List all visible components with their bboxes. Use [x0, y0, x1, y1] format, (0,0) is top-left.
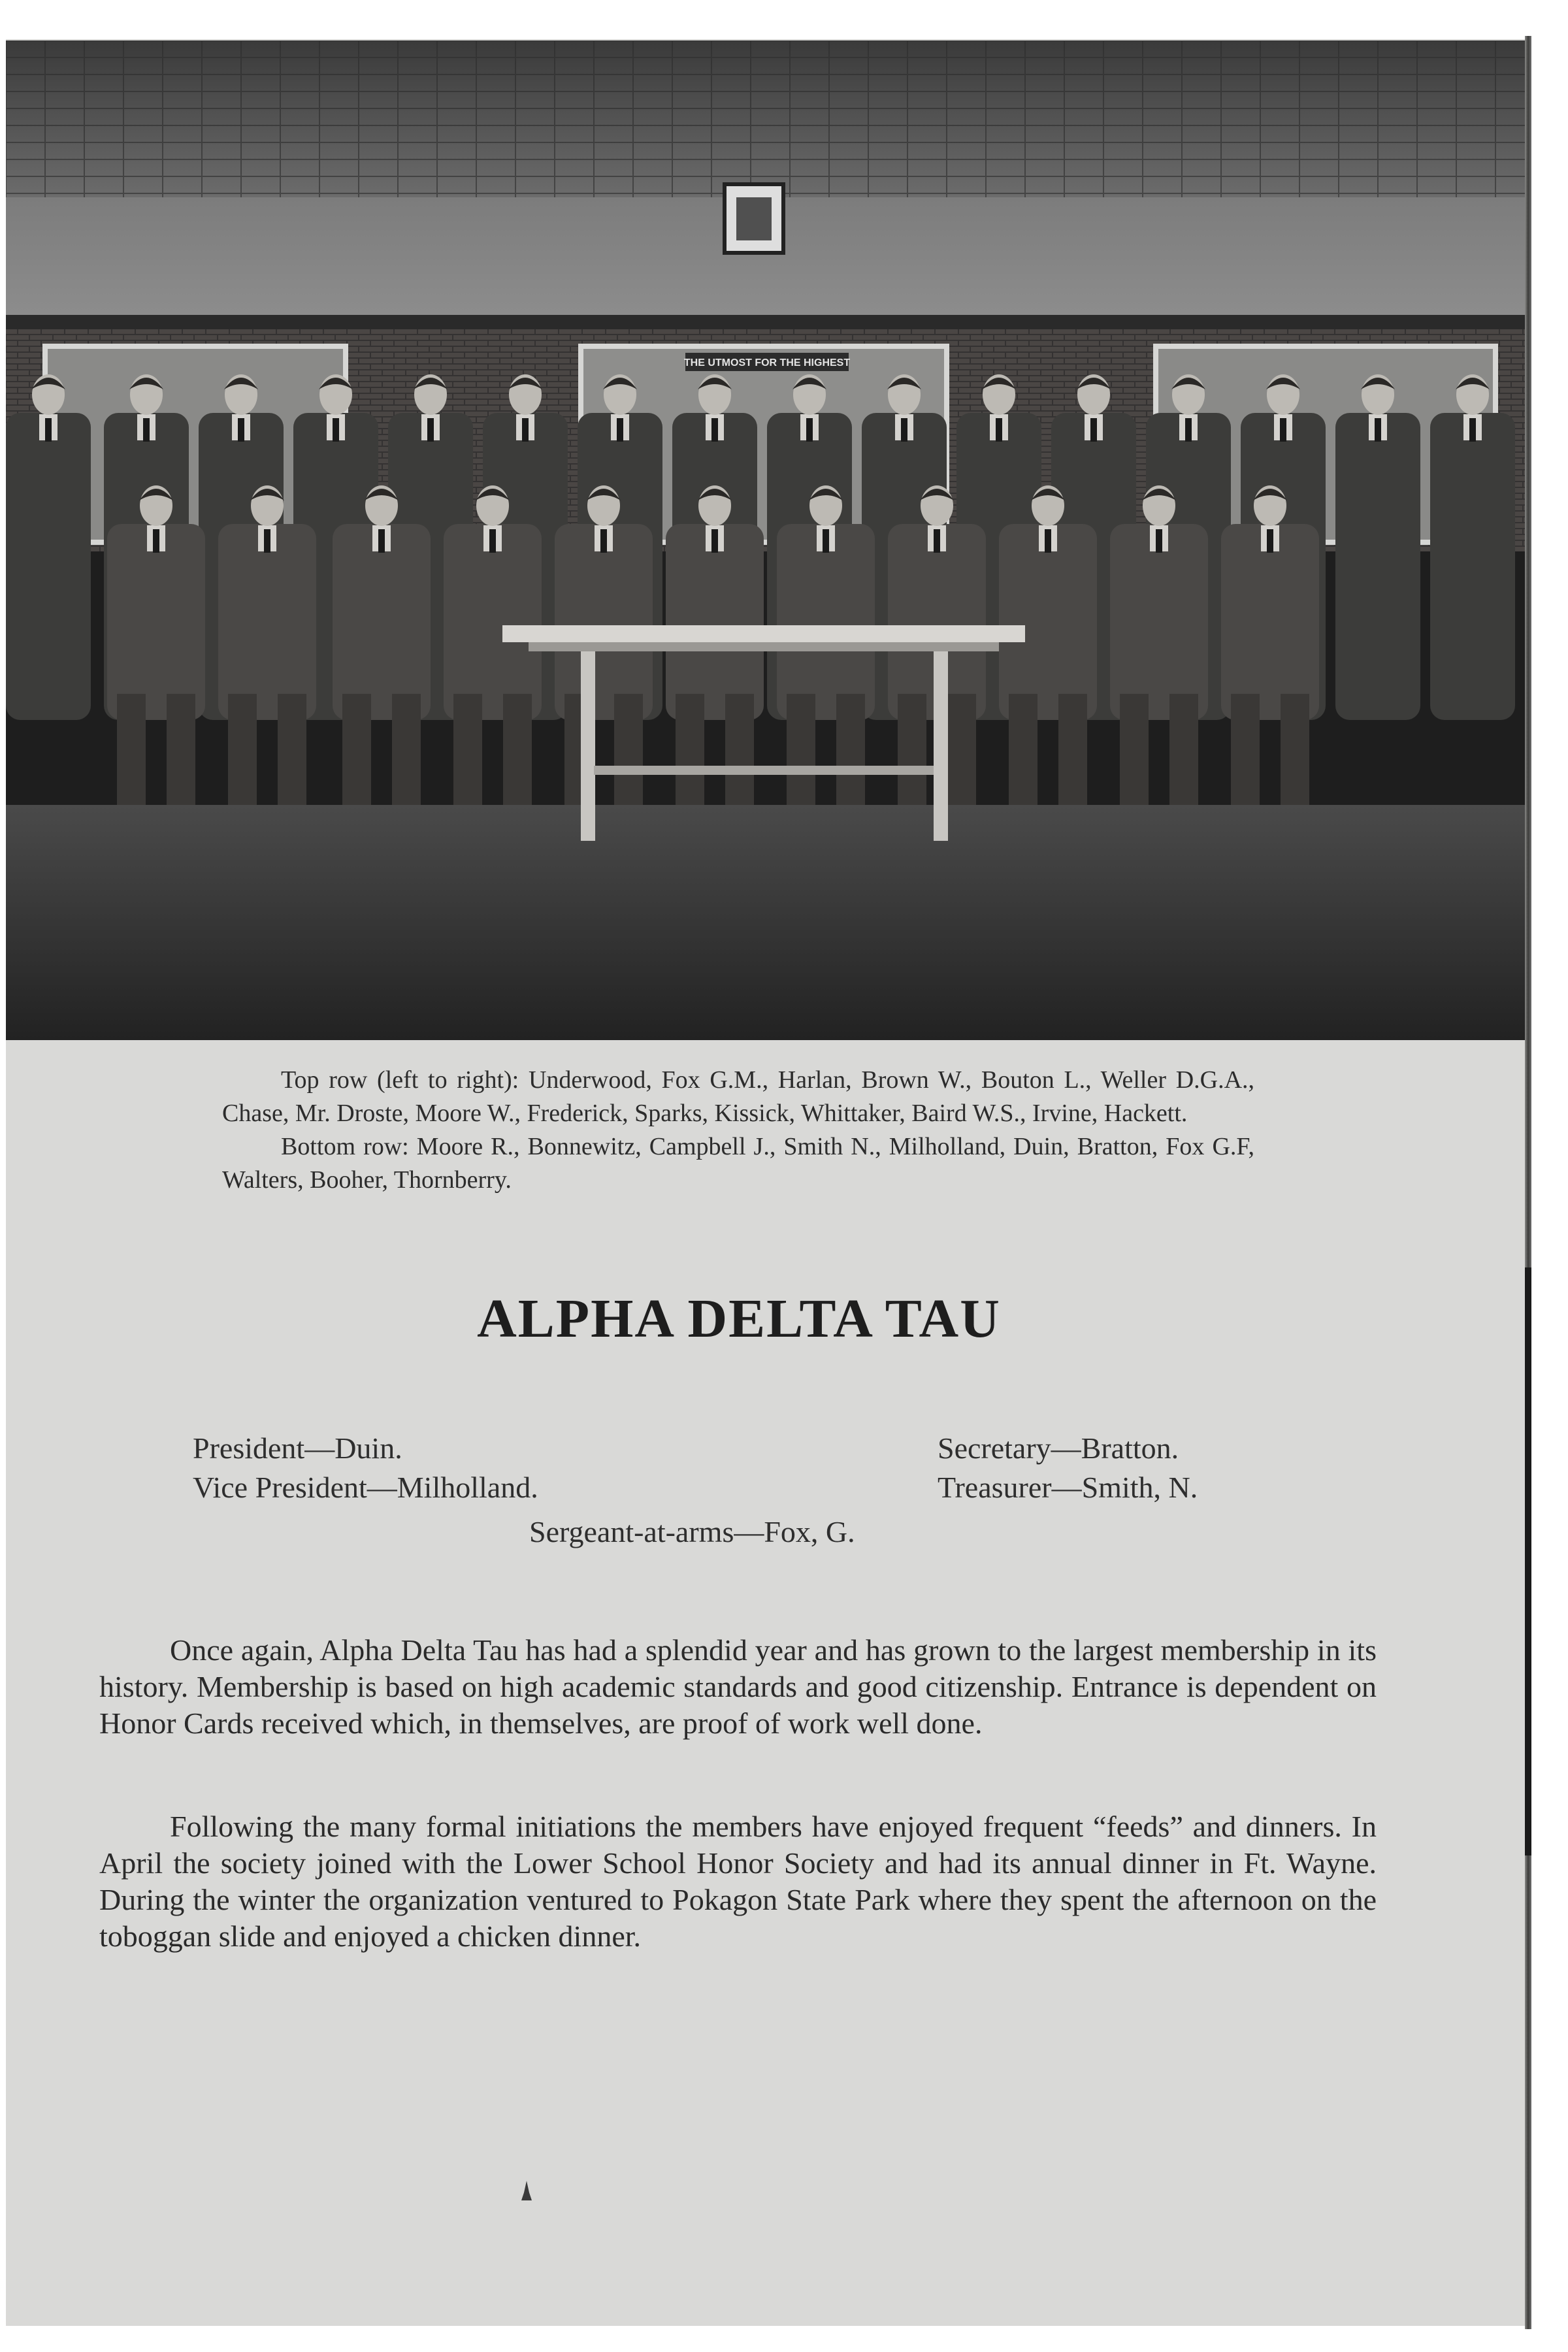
cadet-legs [898, 694, 926, 805]
caption-bottom-row-names: Moore R., Bonnewitz, Campbell J., Smith N., Milholland, Duin, Bratton, Fox G.F, Walters, Booher, Thornberry. [222, 1133, 1254, 1194]
cadet-legs [1120, 694, 1149, 805]
group-photograph [6, 41, 1525, 1040]
photo-caption [222, 1064, 1254, 1197]
cadet-legs [228, 694, 257, 805]
officer-sergeant-at-arms: Sergeant-at-arms—Fox, G. [529, 1515, 855, 1548]
banner-text [684, 357, 850, 368]
caption-top-row-names: Underwood, Fox G.M., Harlan, Brown W., Bouton L., Weller D.G.A., Chase, Mr. Droste, Moore W., Frederick, Sparks, Kissick, Whittaker, Baird W.S., Irvine, Hackett. [222, 1066, 1255, 1127]
cadet-legs [167, 694, 195, 805]
cadet-legs [1281, 694, 1309, 805]
caption-bottom-row-label: Bottom row: [281, 1133, 409, 1160]
cadet-legs [947, 694, 976, 805]
caption-top-row [222, 1064, 1254, 1130]
svg-text:THE UTMOST FOR THE HIGHEST: THE UTMOST FOR THE HIGHEST [683, 357, 851, 368]
binding-shadow [1525, 1267, 1531, 1855]
standing-cadet [1335, 374, 1420, 720]
cadet-legs [1009, 694, 1037, 805]
cadet-legs [453, 694, 482, 805]
cadet-legs [614, 694, 643, 805]
cadet-legs [117, 694, 146, 805]
cadet-legs [1231, 694, 1260, 805]
caption-top-row-label: Top row (left to right): [281, 1066, 519, 1094]
caption-bottom-row [222, 1130, 1254, 1197]
cadet-legs [676, 694, 704, 805]
standing-cadet [1430, 374, 1515, 720]
cadet-legs [836, 694, 865, 805]
binding-edge [1525, 36, 1531, 2329]
page-title: ALPHA DELTA TAU [477, 1288, 1001, 1349]
cadet-legs [342, 694, 371, 805]
body-paragraph-2: Following the many formal initiations the members have enjoyed frequent “feeds” and dinners. In April the society joined with the Lower School Honor Society and had its annual dinner in Ft. Wayne. During the winter the organization ventured to Pokagon State Park where they spent the afternoon on the toboggan slide and enjoyed a chicken dinner. [99, 1810, 1377, 1953]
cadet-legs [787, 694, 815, 805]
officer-vice-president: Vice President—Milholland. [193, 1471, 538, 1504]
standing-cadet [6, 374, 91, 720]
cadet-legs [725, 694, 754, 805]
cadet-legs [1058, 694, 1087, 805]
officer-treasurer: Treasurer—Smith, N. [938, 1471, 1198, 1504]
cadet-legs [278, 694, 306, 805]
cadet-legs [392, 694, 421, 805]
cadet-legs [1169, 694, 1198, 805]
officer-secretary: Secretary—Bratton. [938, 1431, 1179, 1465]
officer-president: President—Duin. [193, 1431, 402, 1465]
cadet-legs [503, 694, 532, 805]
ink-speck [521, 2181, 532, 2200]
body-paragraph-1: Once again, Alpha Delta Tau has had a splendid year and has grown to the largest membership in its history. Membership is based on high academic standards and good citizenship. Entrance is dependent on Honor Cards received which, in themselves, are proof of work well done. [99, 1633, 1377, 1740]
